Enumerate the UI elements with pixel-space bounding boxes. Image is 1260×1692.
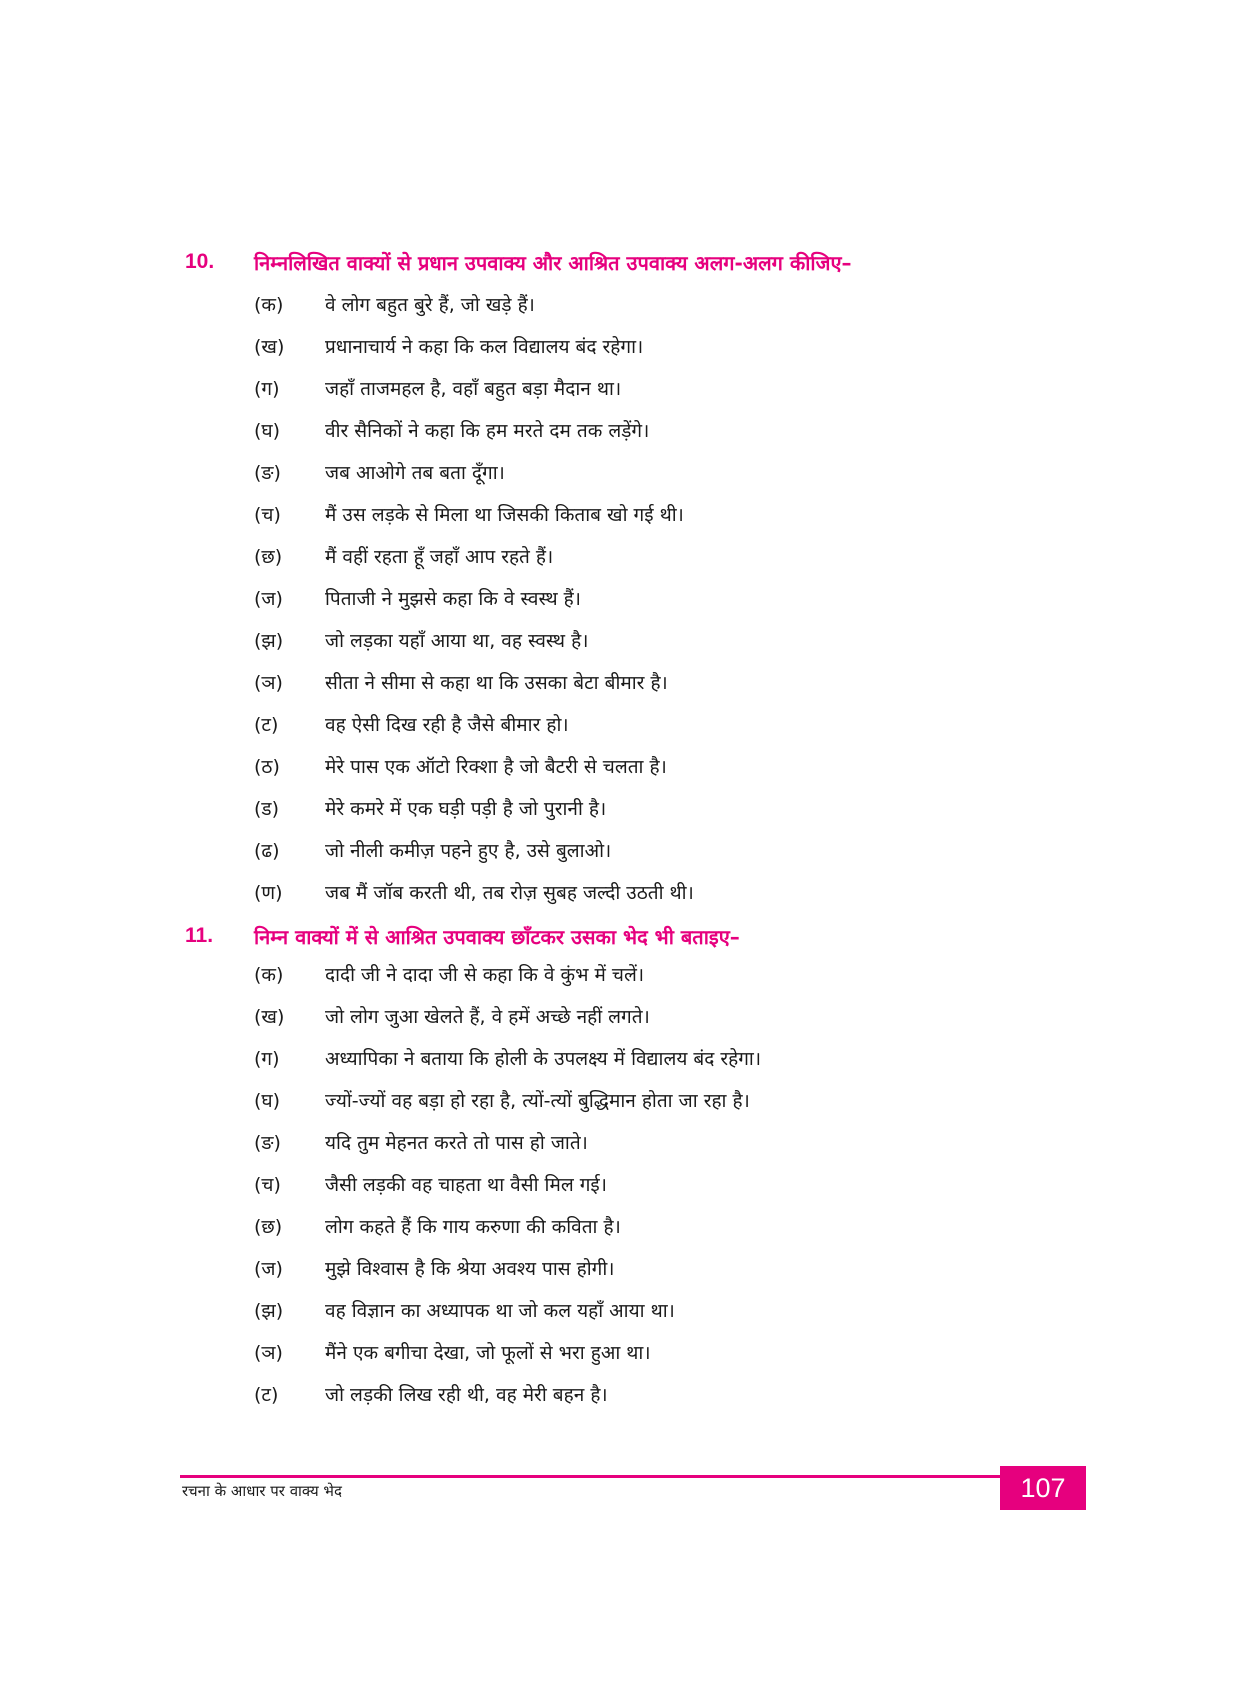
list-item [0, 711, 1260, 753]
list-item [0, 333, 1260, 375]
item-text: सीता ने सीमा से कहा था कि उसका बेटा बीमार है। [325, 672, 668, 694]
item-label: (ण) [254, 882, 283, 904]
item-label: (ख) [254, 336, 285, 358]
item-text: वे लोग बहुत बुरे हैं, जो खड़े हैं। [325, 294, 535, 316]
list-item [0, 543, 1260, 585]
item-text: मुझे विश्वास है कि श्रेया अवश्य पास होगी। [325, 1258, 615, 1280]
list-item [0, 795, 1260, 837]
item-text: वीर सैनिकों ने कहा कि हम मरते दम तक लड़ेंगे। [325, 420, 650, 442]
item-text: मेरे पास एक ऑटो रिक्शा है जो बैटरी से चलता है। [325, 756, 667, 778]
item-label: (ट) [254, 714, 279, 736]
list-item [0, 1339, 1260, 1381]
list-item [0, 837, 1260, 879]
item-text: पिताजी ने मुझसे कहा कि वे स्वस्थ हैं। [325, 588, 581, 610]
item-label: (ढ) [254, 840, 280, 862]
item-text: जो नीली कमीज़ पहने हुए है, उसे बुलाओ। [325, 840, 612, 862]
list-item [0, 1129, 1260, 1171]
list-item [0, 1171, 1260, 1213]
list-item [0, 291, 1260, 333]
item-text: प्रधानाचार्य ने कहा कि कल विद्यालय बंद रहेगा। [325, 336, 644, 358]
item-label: (ङ) [254, 462, 281, 484]
list-item [0, 459, 1260, 501]
item-text: जैसी लड़की वह चाहता था वैसी मिल गई। [325, 1174, 607, 1196]
item-label: (च) [254, 504, 281, 526]
item-label: (ङ) [254, 1132, 281, 1154]
list-item [0, 375, 1260, 417]
item-text: जो लड़की लिख रही थी, वह मेरी बहन है। [325, 1384, 608, 1406]
item-label: (छ) [254, 546, 283, 568]
footer-divider [180, 1475, 1000, 1478]
item-text: मेरे कमरे में एक घड़ी पड़ी है जो पुरानी है। [325, 798, 607, 820]
item-label: (ग) [254, 1048, 280, 1070]
item-text: मैं वहीं रहता हूँ जहाँ आप रहते हैं। [325, 546, 554, 568]
item-label: (ट) [254, 1384, 279, 1406]
item-text: जो लड़का यहाँ आया था, वह स्वस्थ है। [325, 630, 589, 652]
question-title: निम्न वाक्यों में से आश्रित उपवाक्य छाँटकर उसका भेद भी बताइए– [254, 925, 740, 949]
list-item [0, 1297, 1260, 1339]
list-item [0, 1087, 1260, 1129]
item-label: (ञ) [254, 1342, 283, 1364]
list-item [0, 1213, 1260, 1255]
list-item [0, 585, 1260, 627]
item-text: जहाँ ताजमहल है, वहाँ बहुत बड़ा मैदान था। [325, 378, 622, 400]
item-label: (ञ) [254, 672, 283, 694]
item-text: लोग कहते हैं कि गाय करुणा की कविता है। [325, 1216, 621, 1238]
list-item [0, 879, 1260, 921]
question-title: निम्नलिखित वाक्यों से प्रधान उपवाक्य और आश्रित उपवाक्य अलग-अलग कीजिए– [254, 251, 852, 275]
list-item [0, 1045, 1260, 1087]
list-item [0, 753, 1260, 795]
item-text: वह ऐसी दिख रही है जैसे बीमार हो। [325, 714, 569, 736]
item-label: (छ) [254, 1216, 283, 1238]
list-item [0, 1003, 1260, 1045]
list-item [0, 627, 1260, 669]
list-item [0, 961, 1260, 1003]
item-text: जब आओगे तब बता दूँगा। [325, 462, 505, 484]
item-label: (ख) [254, 1006, 285, 1028]
item-label: (झ) [254, 1300, 284, 1322]
page-number-badge: 107 [1000, 1466, 1086, 1510]
item-text: दादी जी ने दादा जी से कहा कि वे कुंभ में चलें। [325, 964, 645, 986]
list-item [0, 1255, 1260, 1297]
item-label: (च) [254, 1174, 281, 1196]
item-text: ज्यों-ज्यों वह बड़ा हो रहा है, त्यों-त्यों बुद्धिमान होता जा रहा है। [325, 1090, 750, 1112]
question-number: 10. [185, 250, 215, 273]
item-text: अध्यापिका ने बताया कि होली के उपलक्ष्य में विद्यालय बंद रहेगा। [325, 1048, 762, 1070]
item-label: (ड) [254, 798, 279, 820]
item-text: मैं उस लड़के से मिला था जिसकी किताब खो गई थी। [325, 504, 684, 526]
item-label: (क) [254, 294, 284, 316]
item-label: (क) [254, 964, 284, 986]
item-text: मैंने एक बगीचा देखा, जो फूलों से भरा हुआ था। [325, 1342, 651, 1364]
list-item [0, 1381, 1260, 1423]
item-text: वह विज्ञान का अध्यापक था जो कल यहाँ आया था। [325, 1300, 675, 1322]
item-label: (ज) [254, 588, 283, 610]
item-text: यदि तुम मेहनत करते तो पास हो जाते। [325, 1132, 588, 1154]
item-label: (ज) [254, 1258, 283, 1280]
item-text: जो लोग जुआ खेलते हैं, वे हमें अच्छे नहीं लगते। [325, 1006, 650, 1028]
item-text: जब मैं जॉब करती थी, तब रोज़ सुबह जल्दी उठती थी। [325, 882, 694, 904]
item-label: (घ) [254, 420, 281, 442]
list-item [0, 669, 1260, 711]
item-label: (ग) [254, 378, 280, 400]
list-item [0, 417, 1260, 459]
item-label: (झ) [254, 630, 284, 652]
question-number: 11. [185, 924, 214, 947]
footer-chapter-title: रचना के आधार पर वाक्य भेद [182, 1482, 342, 1500]
list-item [0, 501, 1260, 543]
item-label: (ठ) [254, 756, 280, 778]
item-label: (घ) [254, 1090, 281, 1112]
